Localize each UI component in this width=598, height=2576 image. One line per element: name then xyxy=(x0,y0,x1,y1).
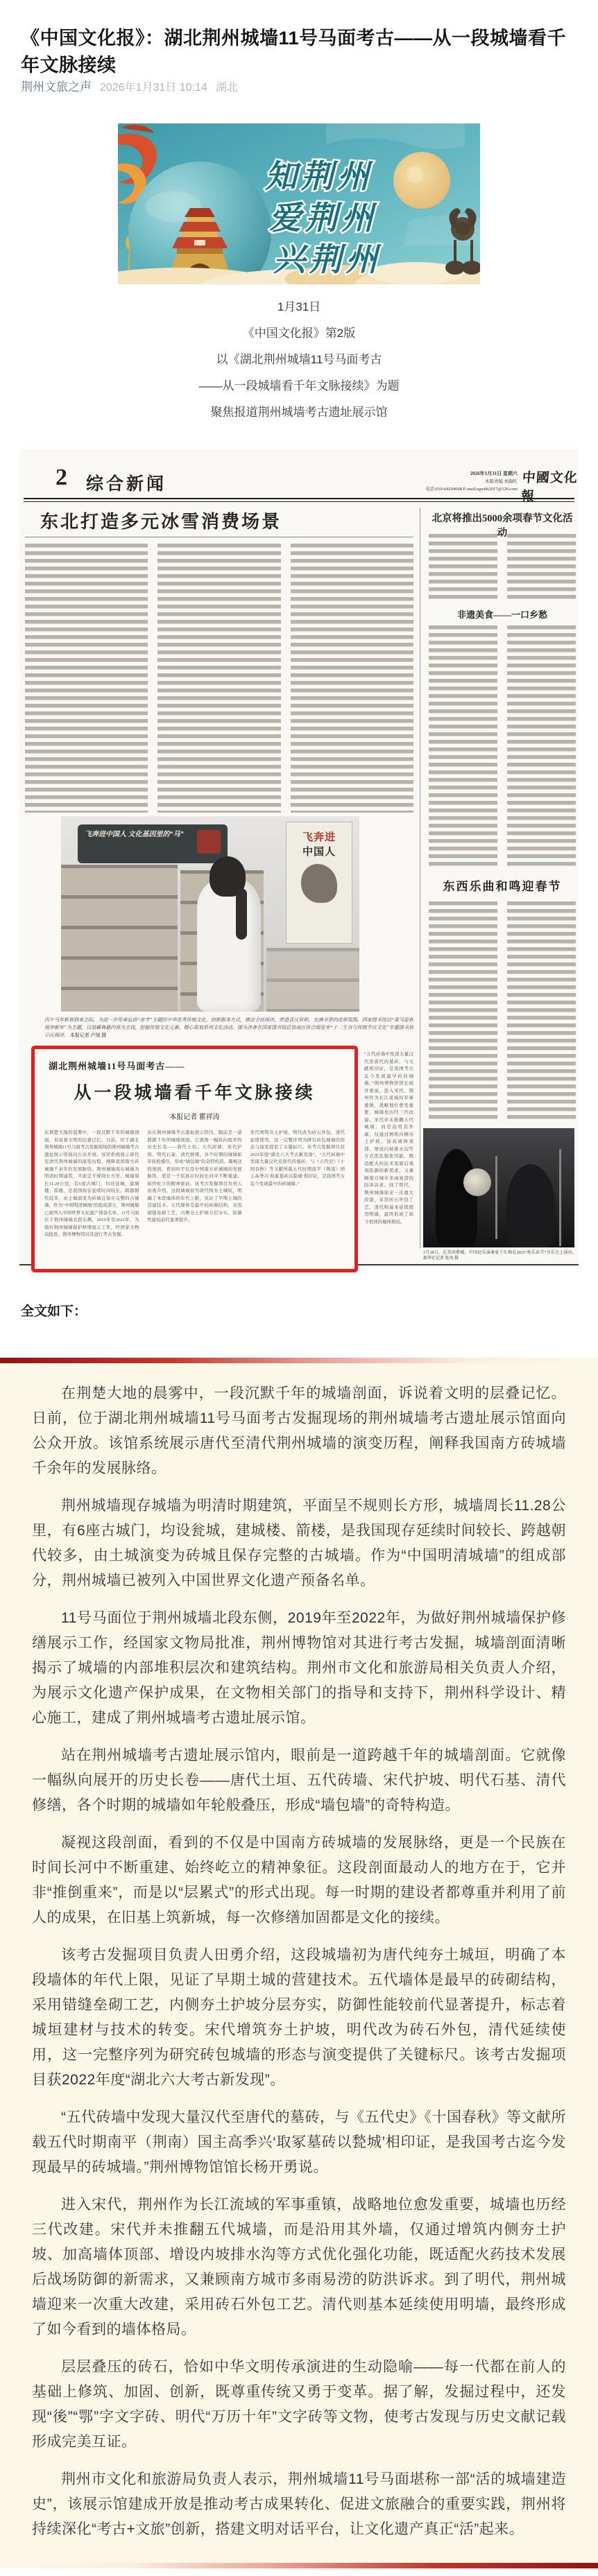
caption-line: ——从一段城墙看千年文脉接续》为题 xyxy=(198,379,400,392)
paragraph: 在荆楚大地的晨雾中，一段沉默千年的城墙剖面，诉说着文明的层叠记忆。日前，位于湖北荆州城墙11号马面考古发掘现场的荆州城墙考古遗址展示馆面向公众开放。该馆系统展示唐代至清代荆州城墙的演变历程，阐释我国南方砖城墙千余年的发展脉络。 xyxy=(32,1385,566,1476)
paragraph: “五代砖墙中发现大量汉代至唐代的墓砖，与《五代史》《十国春秋》等文献所载五代时期南平（荆南）国主高季兴‘取冢墓砖以甃城’相印证，是我国考古迄今发现最早的砖城墙。”荆州博物馆馆长杨开勇说。 xyxy=(32,2109,566,2175)
paragraph: 荆州城墙现存城墙为明清时期建筑，平面呈不规则长方形，城墙周长11.28公里，有6座古城门，均设瓮城，建城楼、箭楼，是我国现存延续时间较长、跨越朝代较多，由土城演变为砖城且保存完整的古城墙。作为“中国明清城墙”的组成部分，荆州城墙已被列入中国世界文化遗产预备名单。 xyxy=(32,1498,566,1589)
article-byline: 本报记者 瞿祥涛 xyxy=(169,1114,220,1121)
divider xyxy=(24,498,574,499)
article-kicker: 湖北荆州城墙11号马面考古—— xyxy=(49,1061,185,1071)
newsprint-column xyxy=(507,625,576,867)
concert-photo-caption: 1月28日，在美国费城，中国民乐演奏家于红梅在2025“欢乐春节”音乐会上演出。 新华社记者 张凤 摄 xyxy=(423,1251,579,1261)
caption-line: 聚焦报道荆州城墙考古遗址展示馆 xyxy=(210,406,388,419)
byline xyxy=(21,77,238,94)
caption-line: 以《湖北荆州城墙11号马面考古 xyxy=(216,353,382,366)
poster-text: 中国人 xyxy=(302,847,336,858)
publish-date: 2026年1月31日 10:14 xyxy=(100,82,207,94)
horse-icon xyxy=(301,864,337,903)
banner-slogan-2: 爱荆州 xyxy=(269,200,377,236)
newsprint-column xyxy=(25,544,148,813)
moon xyxy=(393,152,450,209)
page-title: 《中国文化报》：湖北荆州城墙11号马面考古——从一段城墙看千年文脉接续 xyxy=(21,28,567,76)
horse-poster-board xyxy=(286,822,352,944)
article-headline: 从一段城墙看千年文脉接续 xyxy=(74,1084,316,1103)
fulltext-label: 全文如下： xyxy=(21,1304,87,1319)
article-column: 站在荆州城墙考古遗址展示馆内，眼前是一道跨越千年的城墙剖面。它就像一幅纵向展开的历史长卷——唐代土垣、五代砖墙、宋代护坡、明代石基、清代修缮，各个时期的城墙如年轮般叠压，形成“墙包墙”的奇特构造。凝视这段剖面，看到的不仅是中国南方砖城墙的发展脉络，更是一个民族在时间长河中不断重建、始终屹立的精神象征。该考古发掘项目负责人田勇介绍，这段城墙初为唐代纯夯土城垣，明确了本段墙体的年代上限，见证了早期土城的营建技术。五代墙体是最早的砖砌结构，采用错缝垒砌工艺，内侧夯土护坡分层夯实，防御性能较前代显著提升。 xyxy=(147,1130,242,1222)
newsprint-column xyxy=(507,534,576,600)
newsprint-columns xyxy=(25,544,413,813)
newspaper-date: 2026年1月31日 星期六 xyxy=(470,471,518,476)
paragraph: 站在荆州城墙考古遗址展示馆内，眼前是一道跨越千年的城墙剖面。它就像一幅纵向展开的历史长卷——唐代土垣、五代砖墙、宋代护坡、明代石基、清代修缮，各个时期的城墙如年轮般叠压，形成“墙包墙”的奇特构造。 xyxy=(32,1747,566,1813)
newsprint-column xyxy=(291,544,413,813)
banner-slogan-1: 知荆州 xyxy=(265,158,373,194)
newspaper-masthead: 中國文化報 xyxy=(520,471,579,504)
newsprint-column xyxy=(429,901,497,1121)
newspaper-page-number: 2 xyxy=(55,465,67,490)
newsprint-columns xyxy=(429,625,576,867)
newsprint-columns xyxy=(429,901,576,1121)
bookshelf xyxy=(61,865,178,1012)
article-column: “五代砖墙中发现大量汉代至唐代的墓砖，与文献相印证，是我国考古迄今发现最早的砖城墙。”荆州博物馆馆长杨开勇说。进入宋代，荆州作为长江流域的军事重镇，战略地位愈发重要，城墙也历经三代改建。宋代并未推翻五代城墙，而是沿用其外墙，仅通过增筑内侧夯土护坡、加高墙体顶部、增设内坡排水沟等方式优化强化功能，既适配火药技术发展后战场防御的新需求，又兼顾南方城市多雨易涝的防洪诉求。到了明代，荆州城墙迎来一次重大改建，采用砖石外包工艺。清代则基本延续使用明墙，最终形成了如今看到的墙体格局。 xyxy=(364,1052,413,1225)
newsprint-column xyxy=(429,625,497,867)
headline-beijing-events: 北京将推出5000余项春节文化活动 xyxy=(432,513,573,539)
drum-icon xyxy=(463,1168,491,1196)
library-photo-caption xyxy=(44,1017,413,1039)
newsprint-column xyxy=(157,544,280,813)
newspaper-section-title: 综合新闻 xyxy=(86,475,167,494)
paragraph: 进入宋代，荆州作为长江流域的军事重镇，战略地位愈发重要，城墙也历经三代改建。宋代并未推翻五代城墙，而是沿用其外墙，仅通过增筑内侧夯土护坡、加高墙体顶部、增设内坡排水沟等方式优化强化功能，既适配火药技术发展后战场防御的新需求，又兼顾南方城市多雨易涝的防洪诉求。到了明代，荆州城墙迎来一次重大改建，采用砖石外包工艺。清代则基本延续使用明墙，最终形成了如今看到的墙体格局。 xyxy=(32,2197,566,2337)
gradient-bar-bottom xyxy=(0,2563,598,2568)
library-photo xyxy=(61,816,359,1012)
poster-text: 飞奔进 xyxy=(302,832,336,843)
newspaper-contact: 电话:010-64294608 E-mail:zgwhb2017@126.com xyxy=(425,487,518,492)
musician-figure xyxy=(506,1164,555,1247)
musician-figure xyxy=(436,1149,477,1247)
gradient-bar-top xyxy=(0,1358,598,1363)
article-column: 在荆楚大地的晨雾中，一段沉默千年的城墙剖面，诉说着文明的层叠记忆。日前，位于湖北荆州城墙11号马面考古发掘现场的荆州城墙考古遗址展示馆面向公众开放。该馆系统展示唐代至清代荆州城墙的演变历程，阐释我国南方砖城墙千余年的发展脉络。荆州城墙现存城墙为明清时期建筑，平面呈不规则长方形，城墙周长11.28公里，有6座古城门，均设瓮城，建城楼、箭楼，是我国现存延续时间较长、跨越朝代较多，由土城演变为砖城且保存完整的古城墙。作为“中国明清城墙”的组成部分，荆州城墙已被列入中国世界文化遗产预备名单。11号马面位于荆州城墙北段东侧，2019年至2022年，为做好荆州城墙保护修缮展示工作，经国家文物局批准，荆州博物馆对其进行考古发掘。 xyxy=(44,1130,139,1237)
poster-text: 飞奔进中国人 文化基因里的“马” xyxy=(85,831,184,838)
caption-text: 丙午马年新春到来之际，为进一步传承弘扬“春节”主题的中华优秀传统文化，创新服务方式，推动全民阅读，营造喜庆祥和、充满书香的浓厚氛围，国家图书馆以“策马迎春 阅享新年”为主题，以馆藏典籍内容为主线，挖掘传统文化元素，精心策划系列文化活动。图为读者在国家图书馆总馆南区综合阅览室“十二生肖与传统节庆文化”专题图书展示区阅读。 xyxy=(44,1017,413,1038)
newspaper-date-block xyxy=(408,470,518,493)
newsprint-column xyxy=(429,534,497,600)
headline-music-concert: 东西乐曲和鸣迎春节 xyxy=(443,880,562,893)
headline-ice-snow: 东北打造多元冰雪消费场景 xyxy=(40,512,282,532)
newsprint-columns xyxy=(429,534,576,600)
music-stand xyxy=(495,1156,497,1239)
banner-slogan-3: 兴荆州 xyxy=(273,241,382,277)
highlighted-article xyxy=(31,1046,358,1272)
music-stand xyxy=(559,1149,561,1246)
photo-credit: 本报记者 卢旭 摄 xyxy=(69,1032,107,1038)
account-name-link[interactable]: 荆州文旅之声 xyxy=(21,80,92,94)
paragraph: 层层叠压的砖石，恰如中华文明传承演进的生动隐喻——每一代都在前人的基础上修筑、加固、创新，既尊重传统又勇于变革。据了解，发掘过程中，还发现“後”“鄂”字文字砖、明代“万历十年”文字砖等文物，使考古发现与历史文献记载形成完美互证。 xyxy=(32,2359,566,2450)
paragraph: 该考古发掘项目负责人田勇介绍，这段城墙初为唐代纯夯土城垣，明确了本段墙体的年代上限，见证了早期土城的营建技术。五代墙体是最早的砖砌结构，采用错缝垒砌工艺，内侧夯土护坡分层夯实，防御性能较前代显著提升，标志着城垣建材与技术的转变。宋代增筑夯土护坡，明代改为砖石外包，清代延续使用，这一完整序列为研究砖包城墙的形态与演变提供了关键标尺。该考古发掘项目获2022年度“湖北六大考古新发现”。 xyxy=(32,1947,566,2088)
image-caption xyxy=(0,294,598,426)
divider xyxy=(24,501,574,502)
article-column: 宋代增筑夯土护坡，明代改为砖石外包，清代延续使用，这一完整序列为研究砖包城墙的形态与演变提供了关键标尺。该考古发掘项目获2022年度“湖北六大考古新发现”。“五代砖墙中发现大量汉代至唐代的墓砖，与《五代史》《十国春秋》等文献所载五代时期南平（荆南）国主高季兴‘取冢墓砖以甃城’相印证，是我国考古迄今发现最早的砖城墙。” xyxy=(250,1130,345,1186)
banner-illustration xyxy=(118,123,480,284)
reader-hair xyxy=(236,888,247,940)
concert-photo xyxy=(423,1128,574,1247)
banner-image[interactable] xyxy=(118,123,480,284)
paragraph: 凝视这段剖面，看到的不仅是中国南方砖城墙的发展脉络，更是一个民族在时间长河中不断重建、始终屹立的精神象征。这段剖面最动人的地方在于，它并非“推倒重来”，而是以“层累式”的形式出现。每一时期的建设者都尊重并利用了前人的成果，在旧基上筑新城，每一次修缮加固都是文化的接续。 xyxy=(32,1835,566,1926)
paragraph: 荆州市文化和旅游局负责人表示，荆州城墙11号马面堪称一部“活的城墙建造史”，该展示馆建成开放是推动考古成果转化、促进文旅融合的重要实践，荆州将持续深化“考古+文旅”创新，搭建文明对话平台，让文化遗产真正“活”起来。 xyxy=(32,2471,566,2537)
paragraph: 11号马面位于荆州城墙北段东侧，2019年至2022年，为做好荆州城墙保护修缮展示工作，经国家文物局批准，荆州博物馆对其进行考古发掘，城墙剖面清晰揭示了城墙的内部堆积层次和建筑结构。荆州市文化和旅游局相关负责人介绍，为展示文化遗产保护成果，在文物相关部门的指导和支持下，荆州科学设计、精心施工，建成了荆州城墙考古遗址展示馆。 xyxy=(32,1610,566,1726)
region-label: 湖北 xyxy=(215,82,238,94)
caption-line: 《中国文化报》第2版 xyxy=(242,327,356,340)
headline-heritage-food: 非遗美食——一口乡愁 xyxy=(456,610,547,620)
bookshelf xyxy=(266,948,359,1012)
article-body xyxy=(0,1358,598,2568)
newspaper-editor: 本版责编 刘海红 xyxy=(484,479,518,484)
newspaper-image[interactable] xyxy=(19,449,579,1265)
horse-poster-banner xyxy=(78,824,228,863)
article-text xyxy=(0,1363,598,2563)
caption-line: 1月31日 xyxy=(277,300,321,313)
newsprint-column xyxy=(507,901,576,1121)
seal-icon xyxy=(197,830,221,854)
